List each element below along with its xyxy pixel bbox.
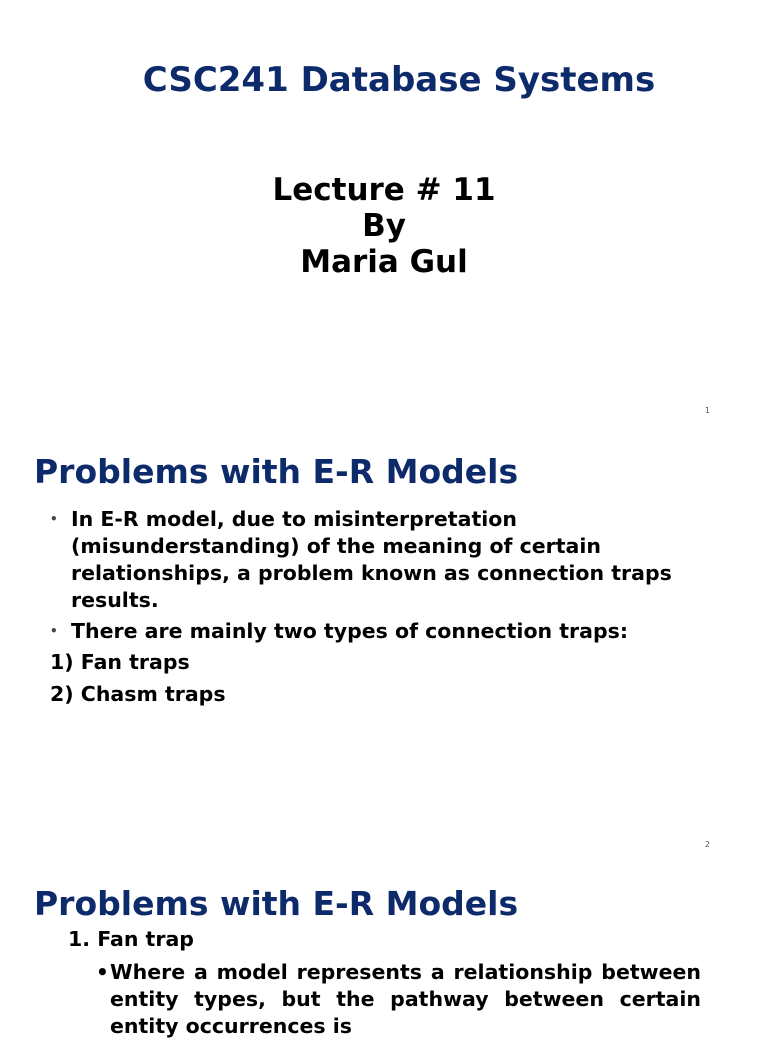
bullet-icon: • xyxy=(50,512,58,526)
bullet-text: There are mainly two types of connection traps: xyxy=(71,619,629,643)
title-slide xyxy=(0,0,768,432)
lecture-by: By xyxy=(362,208,406,244)
fan-trap-heading: 1. Fan trap xyxy=(68,927,194,951)
bullet-icon: • xyxy=(50,624,58,638)
numbered-item-chasm-traps: 2) Chasm traps xyxy=(50,682,226,706)
list-item xyxy=(96,959,701,1040)
list-item xyxy=(50,618,710,645)
lecture-number: Lecture # 11 xyxy=(272,172,496,208)
slide-heading: Problems with E-R Models xyxy=(34,452,519,491)
bullet-text: In E-R model, due to misinterpretation (misunderstanding) of the meaning of certain relationships, a problem known as connection traps results. xyxy=(71,507,672,612)
slide-number: 1 xyxy=(704,406,710,415)
problems-slide xyxy=(0,432,768,864)
lecturer-name: Maria Gul xyxy=(300,244,468,280)
bullet-list xyxy=(50,506,710,713)
fan-trap-slide xyxy=(0,864,768,1038)
numbered-item-fan-traps: 1) Fan traps xyxy=(50,650,190,674)
bullet-text: Where a model represents a relationship between entity types, but the pathway between certain entity occurrences is xyxy=(110,960,701,1038)
list-item xyxy=(50,506,710,614)
slide-number: 2 xyxy=(704,840,710,849)
course-title: CSC241 Database Systems xyxy=(142,60,656,100)
lecture-info xyxy=(0,172,768,280)
slide-heading: Problems with E-R Models xyxy=(34,884,519,923)
bullet-icon: • xyxy=(96,960,109,984)
